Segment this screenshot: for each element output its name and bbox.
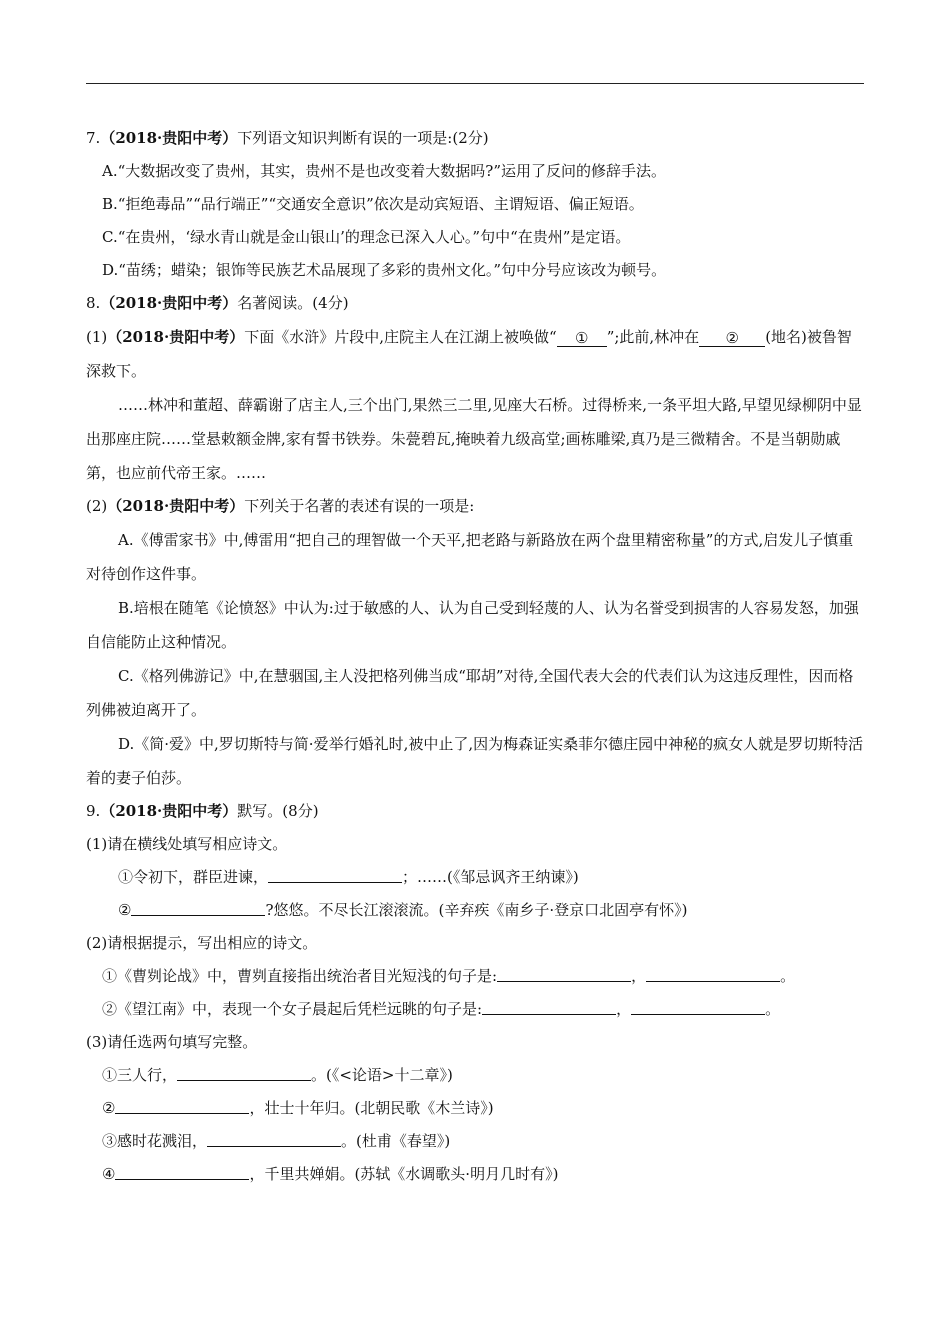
q7-option-d: D.“苗绣；蜡染；银饰等民族艺术品展现了多彩的贵州文化。”句中分号应该改为顿号。 [102, 261, 667, 279]
q9-part3-line1-b: 。(《<论语>十二章》) [311, 1066, 453, 1084]
fill-blank-2[interactable]: ② [699, 329, 765, 347]
q8-option-d: D.《简·爱》中,罗切斯特与简·爱举行婚礼时,被中止了,因为梅森证实桑菲尔德庄园中神秘的疯女人就是罗切斯特活着的妻子伯莎。 [86, 735, 864, 787]
q7-source-tag: （2018·贵阳中考） [100, 129, 238, 147]
q9-part1-line2 [86, 894, 864, 927]
q9-part3-line3 [86, 1125, 864, 1158]
q8-sub2-number: (2) [86, 497, 108, 515]
header-rule [86, 83, 864, 84]
q8-option-a: A.《傅雷家书》中,傅雷用“把自己的理智做一个天平,把老路与新路放在两个盘里精密称量”的方式,启发儿子慎重对待创作这件事。 [86, 531, 854, 583]
q8-sub2-text: 下列关于名著的表述有误的一项是: [244, 497, 475, 515]
fill-blank[interactable] [646, 964, 780, 982]
q8-prompt: 名著阅读。(4分) [237, 294, 349, 312]
q9-part3-line3-a: ③感时花溅泪， [102, 1132, 208, 1150]
q7-number: 7. [86, 129, 101, 147]
q8-sub1-text-b: ”;此前,林冲在 [606, 328, 700, 346]
q9-number: 9. [86, 802, 101, 820]
q9-part3-line4 [86, 1158, 864, 1191]
q9-part2-line1-a: ①《曹刿论战》中，曹刿直接指出统治者目光短浅的句子是: [102, 967, 498, 985]
fill-blank[interactable] [115, 1162, 249, 1180]
fill-blank[interactable] [207, 1129, 341, 1147]
q9-part2-line2-c: 。 [765, 1000, 781, 1018]
q7-prompt: 下列语文知识判断有误的一项是:(2分) [237, 129, 489, 147]
q9-part3-line1-a: ①三人行， [102, 1066, 178, 1084]
q9-part1-line1-b: ；……(《邹忌讽齐王纳谏》) [402, 868, 579, 886]
q9-part1-line1 [86, 861, 864, 894]
document-body [86, 122, 864, 1191]
q8-sub1-number: (1) [86, 328, 108, 346]
q8-option-b: B.培根在随笔《论愤怒》中认为:过于敏感的人、认为自己受到轻蔑的人、认为名誉受到损害的人容易发怒，加强自信能防止这种情况。 [86, 599, 859, 651]
q8-sub1-source-tag: （2018·贵阳中考） [107, 328, 245, 346]
q9-part2-line2 [86, 993, 864, 1026]
q9-part3-title: (3)请任选两句填写完整。 [86, 1033, 258, 1051]
fill-blank-1[interactable]: ① [557, 329, 607, 347]
fill-blank[interactable] [631, 997, 765, 1015]
q9-part2-line2-a: ②《望江南》中，表现一个女子晨起后凭栏远眺的句子是: [102, 1000, 483, 1018]
q8-sub2-source-tag: （2018·贵阳中考） [107, 497, 245, 515]
q8-passage: ……林冲和董超、薛霸谢了店主人,三个出门,果然三二里,见座大石桥。过得桥来,一条平坦大路,早望见绿柳阴中显出那座庄院……堂悬敕额金牌,家有誓书铁券。朱甍碧瓦,掩映着九级高堂;画栋雕梁,真乃是三微精舍。不是当朝勋戚第，也应前代帝王家。…… [86, 396, 862, 482]
q9-part3-line2 [86, 1092, 864, 1125]
q9-part3-line3-b: 。(杜甫《春望》) [341, 1132, 451, 1150]
q8-sub2-prompt [86, 490, 864, 523]
q9-part2-line1-b: ， [631, 967, 647, 985]
q9-part3-line2-a: ② [102, 1099, 116, 1117]
q9-part1-line2-a: ② [118, 901, 132, 919]
q9-part1-title: (1)请在横线处填写相应诗文。 [86, 835, 288, 853]
q9-source-tag: （2018·贵阳中考） [100, 802, 238, 820]
q9-part2-title: (2)请根据提示，写出相应的诗文。 [86, 934, 318, 952]
q7-option-b: B.“拒绝毒品”“品行端正”“交通安全意识”依次是动宾短语、主谓短语、偏正短语。 [102, 195, 644, 213]
q9-part3-line4-b: ，千里共婵娟。(苏轼《水调歌头·明月几时有》) [249, 1165, 559, 1183]
fill-blank[interactable] [131, 898, 265, 916]
q9-heading [86, 795, 864, 828]
fill-blank[interactable] [177, 1063, 311, 1081]
q8-heading [86, 287, 864, 320]
q7-option-c: C.“在贵州，‘绿水青山就是金山银山’的理念已深入人心。”句中“在贵州”是定语。 [102, 228, 631, 246]
q8-sub1-text-c: (地名)被鲁智深救下。 [86, 328, 852, 380]
q8-sub1-prompt [86, 320, 864, 388]
q9-part2-line1 [86, 960, 864, 993]
q9-part2-line2-b: ， [616, 1000, 632, 1018]
q8-sub1-text-a: 下面《水浒》片段中,庄院主人在江湖上被唤做“ [244, 328, 557, 346]
q7-option-a: A.“大数据改变了贵州，其实，贵州不是也改变着大数据吗?”运用了反问的修辞手法。 [102, 162, 666, 180]
q9-part3-line1 [86, 1059, 864, 1092]
q9-part2-line1-c: 。 [780, 967, 796, 985]
q9-part1-line1-a: ①令初下，群臣进谏， [118, 868, 269, 886]
q8-source-tag: （2018·贵阳中考） [100, 294, 238, 312]
q9-part3-line4-a: ④ [102, 1165, 116, 1183]
q8-option-c: C.《格列佛游记》中,在慧骃国,主人没把格列佛当成“耶胡”对待,全国代表大会的代表们认为这违反理性，因而格列佛被迫离开了。 [86, 667, 854, 719]
q7-heading [86, 122, 864, 155]
q9-part3-line2-b: ，壮士十年归。(北朝民歌《木兰诗》) [249, 1099, 494, 1117]
q8-number: 8. [86, 294, 101, 312]
q9-prompt: 默写。(8分) [237, 802, 319, 820]
q9-part1-line2-b: ?悠悠。不尽长江滚滚流。(辛弃疾《南乡子·登京口北固亭有怀》) [265, 901, 688, 919]
fill-blank[interactable] [497, 964, 631, 982]
fill-blank[interactable] [115, 1096, 249, 1114]
fill-blank[interactable] [482, 997, 616, 1015]
fill-blank[interactable] [268, 865, 402, 883]
